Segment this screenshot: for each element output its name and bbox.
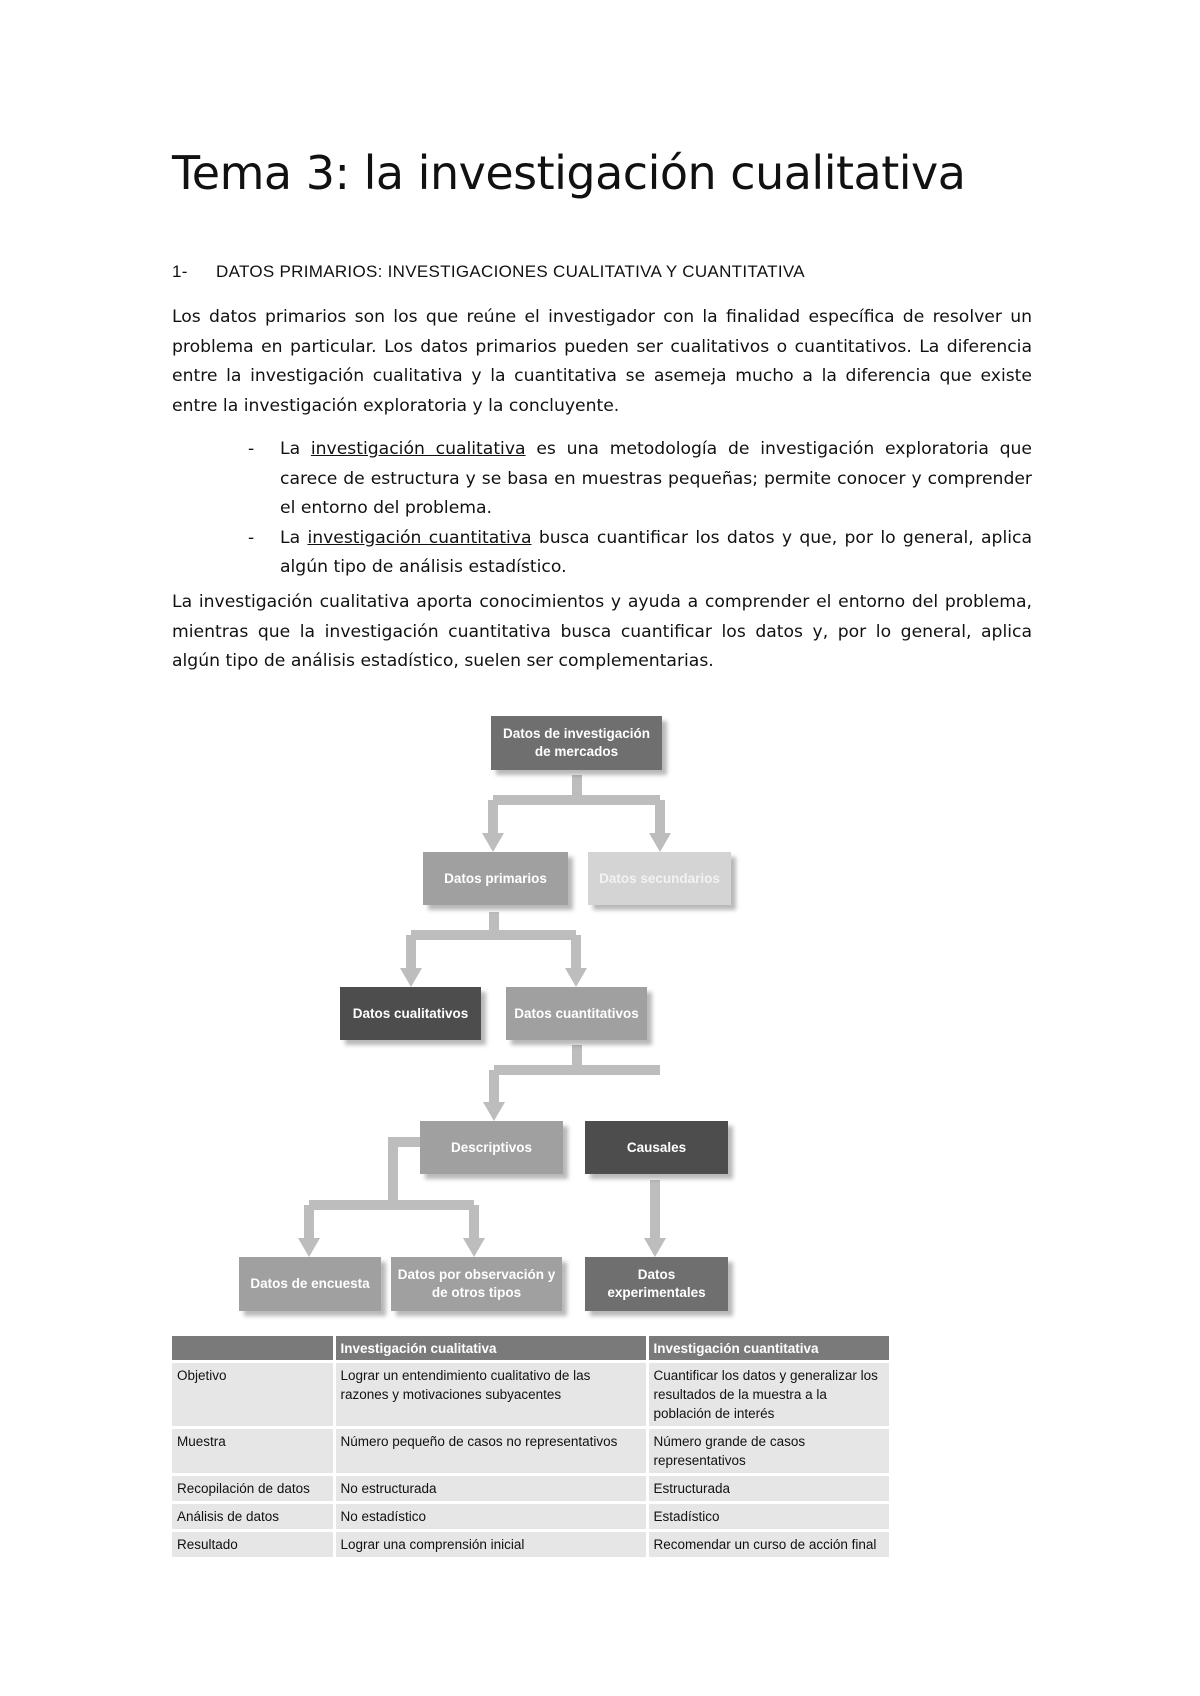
bullet-term: investigación cualitativa: [310, 439, 526, 459]
node-datos-investigacion-mercados: Datos de investigación de mercados: [491, 716, 662, 770]
connector-cuantitativos: [494, 1045, 660, 1104]
bullet-item-cualitativa: [172, 435, 1032, 524]
paragraph-primary-data: Los datos primarios son los que reúne el investigador con la finalidad específica de resolver un problema en particular. Los datos primarios pueden ser cualitativos o cuantitativos. La diferencia entre la investigación cualitativa y la cuantitativa se asemeja mucho a la diferencia que existe entre la investigación exploratoria y la concluyente.: [172, 307, 1032, 416]
table-cell: Número pequeño de casos no representativos: [334, 1428, 647, 1475]
paragraph-summary: La investigación cualitativa aporta conocimientos y ayuda a comprender el entorno del problema, mientras que la investigación cuantitativa busca cuantificar los datos y, por lo general, aplica algún tipo de análisis estadístico, suelen ser complementarias.: [172, 592, 1032, 671]
bullet-item-cuantitativa: [172, 524, 1032, 583]
connector-primarios: [411, 912, 576, 970]
table-cell: Estadístico: [647, 1503, 890, 1531]
connector-root: [493, 775, 660, 835]
table-cell: Recomendar un curso de acción final: [647, 1531, 890, 1558]
bullet-post: es una metodología de investigación exploratoria que carece de estructura y se basa en muestras pequeñas; permite conocer y comprender el entorno del problema.: [280, 439, 1033, 518]
table-cell: No estructurada: [334, 1475, 647, 1503]
table-row: [172, 1362, 890, 1428]
table-cell: Muestra: [172, 1428, 334, 1475]
table-header-cuantitativa: Investigación cuantitativa: [647, 1336, 890, 1362]
table-cell: Análisis de datos: [172, 1503, 334, 1531]
bullet-pre: La: [280, 439, 311, 459]
node-datos-experimentales: Datos experimentales: [585, 1257, 728, 1311]
arrow-head: [483, 1102, 505, 1121]
table-row: [172, 1503, 890, 1531]
table-header-row: [172, 1336, 890, 1362]
bullet-list: [172, 435, 1032, 583]
table-cell: No estadístico: [334, 1503, 647, 1531]
comparison-table: [172, 1336, 892, 1557]
arrow-head: [463, 1238, 485, 1257]
node-datos-encuesta: Datos de encuesta: [239, 1257, 381, 1311]
table-cell: Recopilación de datos: [172, 1475, 334, 1503]
bullet-dash: -: [248, 439, 255, 459]
table-cell: Número grande de casos representativos: [647, 1428, 890, 1475]
table-row: [172, 1428, 890, 1475]
bullet-dash: -: [248, 527, 255, 548]
arrow-head: [649, 833, 671, 852]
table-header-empty: [172, 1336, 334, 1362]
arrow-head: [482, 833, 504, 852]
bullet-pre: La: [280, 527, 308, 548]
page-title: Tema 3: la investigación cualitativa: [172, 146, 966, 200]
table-row: [172, 1531, 890, 1558]
node-causales: Causales: [585, 1121, 728, 1174]
section-number: 1-: [172, 262, 188, 281]
node-descriptivos: Descriptivos: [420, 1121, 563, 1174]
table-row: [172, 1475, 890, 1503]
table-cell: Objetivo: [172, 1362, 334, 1428]
node-datos-observacion: Datos por observación y de otros tipos: [391, 1257, 562, 1311]
bullet-term: investigación cuantitativa: [307, 527, 532, 548]
node-datos-cualitativos: Datos cualitativos: [340, 987, 481, 1040]
table-cell: Lograr una comprensión inicial: [334, 1531, 647, 1558]
node-datos-secundarios: Datos secundarios: [588, 852, 731, 905]
node-datos-cuantitativos: Datos cuantitativos: [506, 987, 647, 1040]
bullet-post: busca cuantificar los datos y que, por lo general, aplica algún tipo de análisis estadístico.: [280, 527, 1033, 577]
table-header-cualitativa: Investigación cualitativa: [334, 1336, 647, 1362]
table-cell: Resultado: [172, 1531, 334, 1558]
arrow-head: [400, 968, 422, 987]
section-heading-text: DATOS PRIMARIOS: INVESTIGACIONES CUALITATIVA Y CUANTITATIVA: [216, 262, 805, 281]
arrow-head: [565, 968, 587, 987]
node-datos-primarios: Datos primarios: [423, 852, 568, 905]
arrow-head: [298, 1238, 320, 1257]
arrow-head: [644, 1238, 666, 1257]
table-cell: Lograr un entendimiento cualitativo de las razones y motivaciones subyacentes: [334, 1362, 647, 1428]
table-cell: Cuantificar los datos y generalizar los resultados de la muestra a la población de interés: [647, 1362, 890, 1428]
section-heading: [172, 262, 805, 282]
table-cell: Estructurada: [647, 1475, 890, 1503]
